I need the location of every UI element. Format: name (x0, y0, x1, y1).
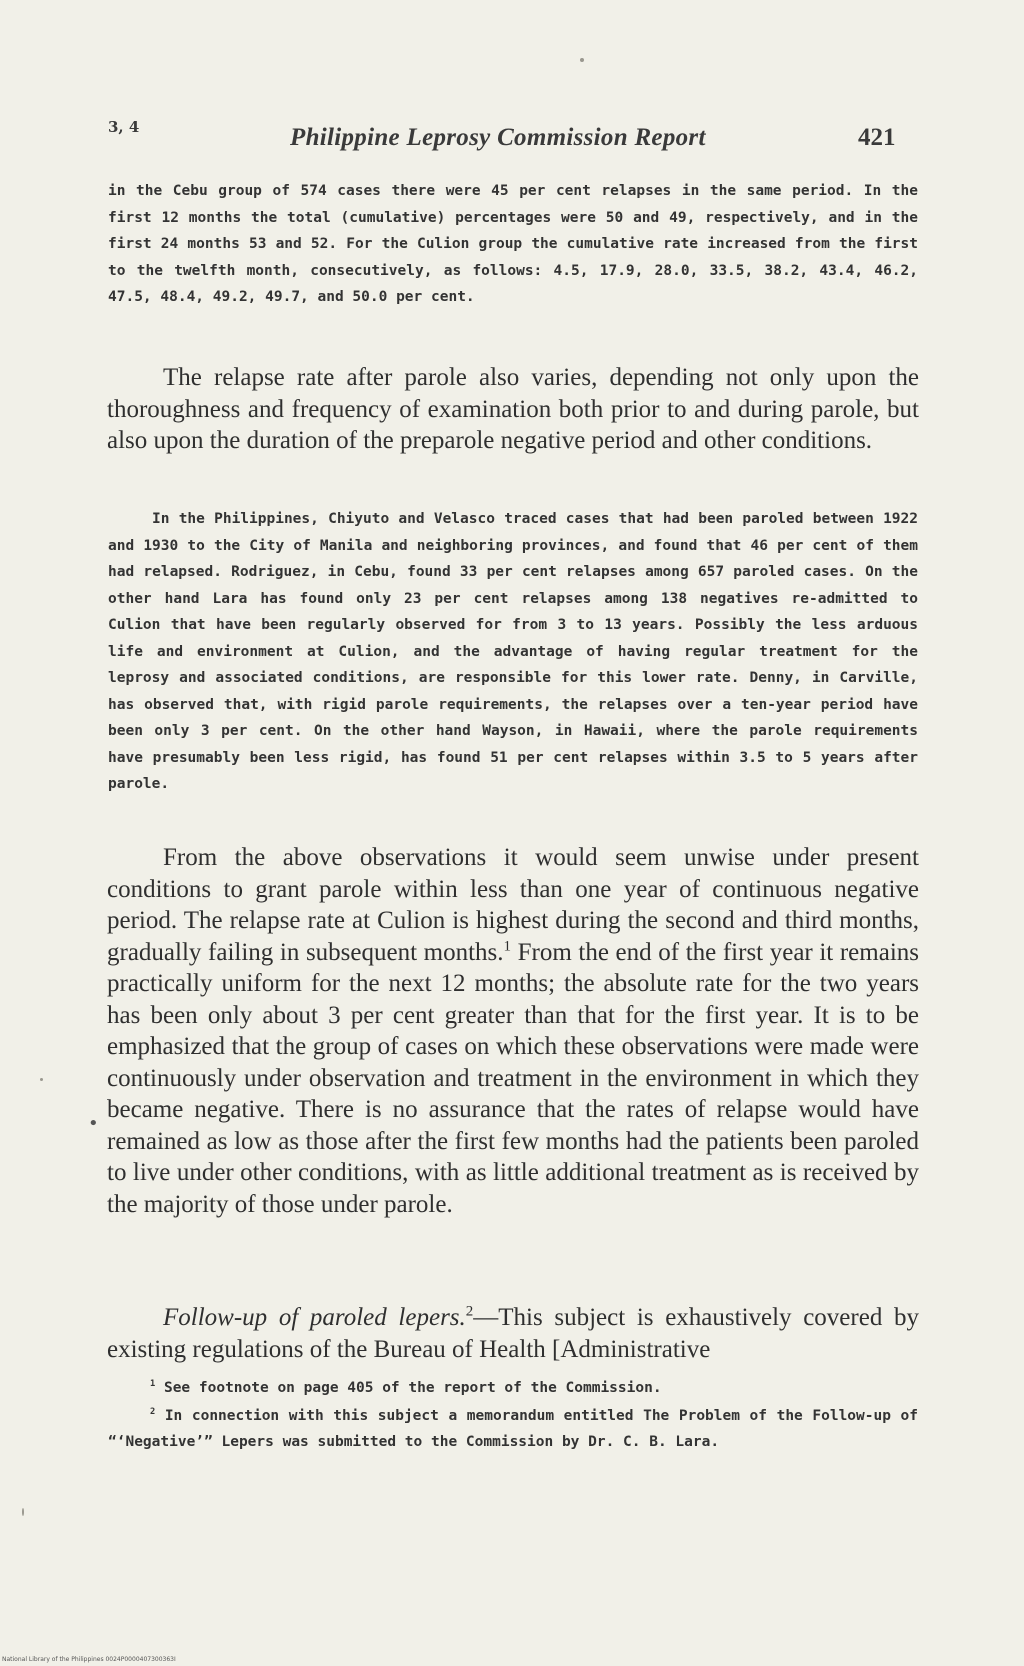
section-heading: Follow-up of paroled lepers. (163, 1304, 466, 1331)
footnote-1 (108, 1375, 918, 1401)
footnote-ref-1: 1 (503, 938, 512, 955)
scan-speck (22, 1508, 24, 1516)
scan-speck (580, 58, 584, 62)
scan-speck (40, 1078, 43, 1081)
running-title: Philippine Leprosy Commission Report (290, 124, 706, 151)
paragraph-large-4 (107, 842, 919, 1220)
paragraph-5-text: —This subject is exhaustively covered by existing regulations of the Bureau of Health [Administrative (107, 1304, 919, 1363)
paragraph-large-5 (107, 1302, 919, 1365)
page-number: 421 (858, 124, 896, 151)
footnote-2 (108, 1403, 918, 1455)
library-stamp: National Library of the Philippines 0024P0000407300363I (2, 1656, 176, 1663)
margin-mark: • (88, 1113, 99, 1134)
paragraph-4-text-a: From the above observations it would seem unwise under present conditions to grant parole within less than one year of continuous negative period. The relapse rate at Culion is highest during the second and third months, gradually failing in subsequent months. (107, 844, 919, 966)
volume-number: 3, 4 (108, 118, 140, 136)
paragraph-small-3: In the Philippines, Chiyuto and Velasco traced cases that had been paroled between 1922 and 1930 to the City of Manila and neighboring provinces, and found that 46 per cent of them had relapsed. Rodriguez, in Cebu, found 33 per cent relapses among 657 paroled cases. On the other hand Lara has found only 23 per cent relapses among 138 negatives re-admitted to Culion that have been regularly observed for from 3 to 13 years. Possibly the less arduous life and environment at Culion, and the advantage of having regular treatment for the leprosy and associated conditions, are responsible for this lower rate. Denny, in Carville, has observed that, with rigid parole requirements, the relapses over a ten-year period have been only 3 per cent. On the other hand Wayson, in Hawaii, where the parole requirements have presumably been less rigid, has found 51 per cent relapses within 3.5 to 5 years after parole. (108, 511, 918, 792)
footnote-ref-2: 2 (465, 1303, 474, 1320)
footnote-1-mark: 1 (150, 1379, 156, 1390)
footnote-2-mark: 2 (150, 1407, 156, 1418)
paragraph-4-text-b: From the end of the first year it remains practically uniform for the next 12 months; the absolute rate for the two years has been only about 3 per cent greater than that for the first year. It is to be emphasized that the group of cases on which these observations were made were continuously under observation and treatment in the environment in which they became negative. There is no assurance that the rates of relapse would have remained as low as those after the first few months had the patients been paroled to live under other conditions, with as little additional treatment as is received by the majority of those under parole. (107, 938, 919, 1218)
paragraph-small-1: in the Cebu group of 574 cases there were 45 per cent relapses in the same period. In the first 12 months the total (cumulative) percentages were 50 and 49, respectively, and in the first 24 months 53 and 52. For the Culion group the cumulative rate increased from the first to the twelfth month, consecutively, as follows: 4.5, 17.9, 28.0, 33.5, 38.2, 43.4, 46.2, 47.5, 48.4, 49.2, 49.7, and 50.0 per cent. (108, 183, 918, 305)
paragraph-large-2: The relapse rate after parole also varies, depending not only upon the thoroughness and frequency of examination both prior to and during parole, but also upon the duration of the preparole negative period and other conditions. (107, 364, 919, 454)
footnote-2-text: In connection with this subject a memorandum entitled The Problem of the Follow-up of “‘Negative’” Lepers was submitted to the Commission by Dr. C. B. Lara. (108, 1408, 918, 1450)
footnote-1-text: See footnote on page 405 of the report of the Commission. (155, 1380, 662, 1396)
